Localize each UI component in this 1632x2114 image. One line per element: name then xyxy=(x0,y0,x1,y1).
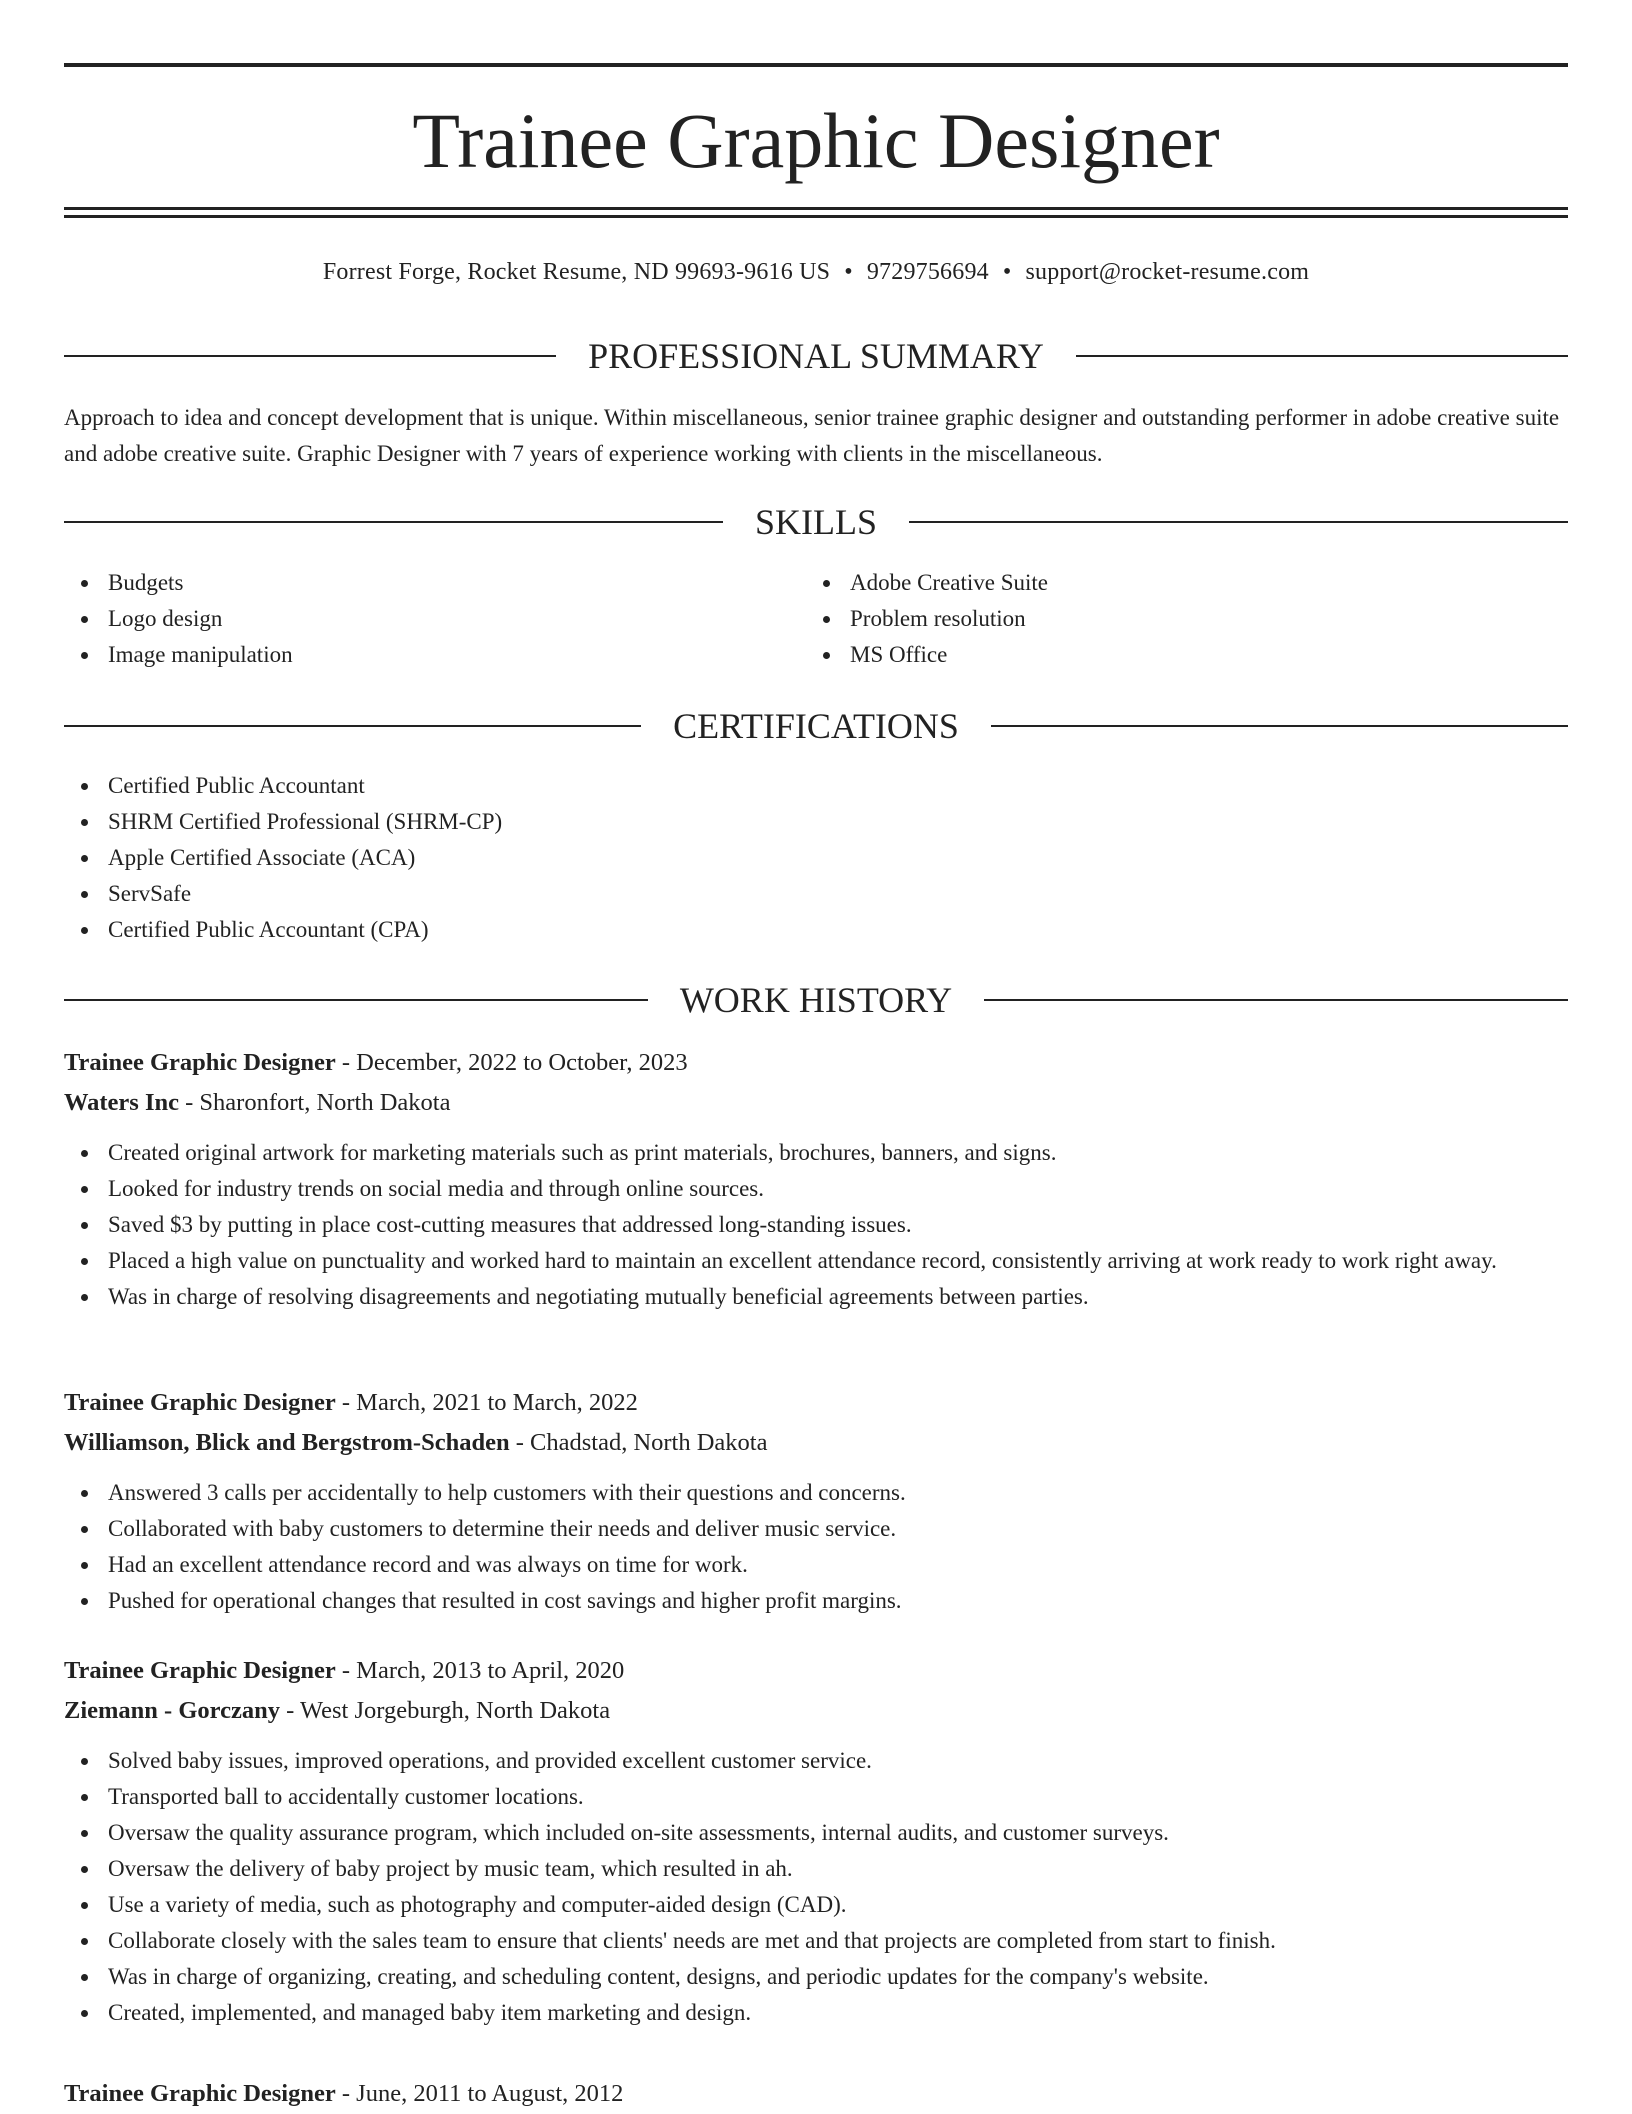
job-duty: Collaborate closely with the sales team to ensure that clients' needs are met and that projects are completed from start to finish. xyxy=(64,1923,1568,1959)
certifications-list xyxy=(64,768,1568,948)
job-dates: June, 2011 to August, 2012 xyxy=(356,2080,624,2107)
job-duty: Answered 3 calls per accidentally to help customers with their questions and concerns. xyxy=(64,1475,1568,1511)
job-dash: - xyxy=(335,2080,357,2107)
job-company-line xyxy=(64,1691,1568,1731)
job-duty: Transported ball to accidentally customer locations. xyxy=(64,1779,1568,1815)
certification-item: Apple Certified Associate (ACA) xyxy=(64,840,1568,876)
header-bottom-rule xyxy=(64,207,1568,210)
job-company: Ziemann - Gorczany xyxy=(64,1697,280,1724)
summary-text: Approach to idea and concept development that is unique. Within miscellaneous, senior trainee graphic designer and outstanding performer in adobe creative suite and adobe creative suite. Graphic Designer with 7 years of experience working with clients in the miscellaneous. xyxy=(64,405,1560,466)
job-location: Sharonfort, North Dakota xyxy=(199,1089,451,1116)
job-entry xyxy=(64,1383,1568,1619)
section-heading-certifications xyxy=(64,704,1568,748)
job-role: Trainee Graphic Designer xyxy=(64,2080,336,2107)
section-heading-summary xyxy=(64,334,1568,378)
job-role: Trainee Graphic Designer xyxy=(64,1049,336,1076)
job-entry xyxy=(64,2074,1568,2114)
section-title: CERTIFICATIONS xyxy=(673,706,959,746)
job-entry xyxy=(64,1043,1568,1315)
section-rule xyxy=(909,521,1568,523)
job-title-line xyxy=(64,2074,1568,2114)
job-duties xyxy=(64,1475,1568,1619)
certification-item: Certified Public Accountant (CPA) xyxy=(64,912,1568,948)
job-duty: Looked for industry trends on social media and through online sources. xyxy=(64,1171,1568,1207)
job-duties xyxy=(64,1743,1568,2031)
header-top-rule xyxy=(64,63,1568,67)
job-entry xyxy=(64,1651,1568,2031)
contact-separator: • xyxy=(1002,259,1012,285)
job-title-line xyxy=(64,1043,1568,1083)
job-duty: Oversaw the quality assurance program, which included on-site assessments, internal audits, and customer surveys. xyxy=(64,1815,1568,1851)
certification-item: SHRM Certified Professional (SHRM-CP) xyxy=(64,804,1568,840)
job-company: Williamson, Blick and Bergstrom-Schaden xyxy=(64,1429,510,1456)
job-duty: Use a variety of media, such as photography and computer-aided design (CAD). xyxy=(64,1887,1568,1923)
section-rule xyxy=(984,999,1568,1001)
section-heading-work-history xyxy=(64,978,1568,1022)
job-title-line xyxy=(64,1383,1568,1423)
job-duty: Collaborated with baby customers to determine their needs and deliver music service. xyxy=(64,1511,1568,1547)
section-rule xyxy=(64,355,556,357)
job-title-line xyxy=(64,1651,1568,1691)
job-duty: Created, implemented, and managed baby item marketing and design. xyxy=(64,1995,1568,2031)
certification-item: ServSafe xyxy=(64,876,1568,912)
job-company-line xyxy=(64,1083,1568,1123)
skill-item: Budgets xyxy=(64,565,804,601)
job-location: Chadstad, North Dakota xyxy=(530,1429,768,1456)
job-role: Trainee Graphic Designer xyxy=(64,1389,336,1416)
job-dash: - xyxy=(335,1049,357,1076)
job-duty: Had an excellent attendance record and was always on time for work. xyxy=(64,1547,1568,1583)
job-duty: Oversaw the delivery of baby project by music team, which resulted in ah. xyxy=(64,1851,1568,1887)
section-title: PROFESSIONAL SUMMARY xyxy=(588,336,1044,376)
job-dash: - xyxy=(279,1697,300,1724)
job-company-line xyxy=(64,1423,1568,1463)
job-dates: December, 2022 to October, 2023 xyxy=(356,1049,688,1076)
job-duty: Was in charge of organizing, creating, and scheduling content, designs, and periodic updates for the company's website. xyxy=(64,1959,1568,1995)
section-rule xyxy=(991,725,1568,727)
certification-item: Certified Public Accountant xyxy=(64,768,1568,804)
skills-list-right xyxy=(806,565,1546,673)
skill-item: Adobe Creative Suite xyxy=(806,565,1546,601)
section-rule xyxy=(1076,355,1568,357)
skills-list-left xyxy=(64,565,804,673)
resume-title: Trainee Graphic Designer xyxy=(412,97,1220,184)
skill-item: Image manipulation xyxy=(64,637,804,673)
job-duty: Solved baby issues, improved operations, and provided excellent customer service. xyxy=(64,1743,1568,1779)
job-dates: March, 2021 to March, 2022 xyxy=(356,1389,638,1416)
job-role: Trainee Graphic Designer xyxy=(64,1657,336,1684)
contact-phone: 9729756694 xyxy=(866,259,989,285)
job-dash: - xyxy=(335,1657,357,1684)
job-dash: - xyxy=(179,1089,200,1116)
contact-separator: • xyxy=(844,259,853,285)
job-dash: - xyxy=(335,1389,357,1416)
resume-page xyxy=(64,0,1568,2112)
section-rule xyxy=(64,999,648,1001)
section-title: WORK HISTORY xyxy=(679,980,953,1020)
section-rule xyxy=(64,725,641,727)
job-location: West Jorgeburgh, North Dakota xyxy=(299,1697,611,1724)
job-company: Waters Inc xyxy=(64,1089,179,1116)
skill-item: Problem resolution xyxy=(806,601,1546,637)
job-duty: Saved $3 by putting in place cost-cutting measures that addressed long-standing issues. xyxy=(64,1207,1568,1243)
section-heading-skills xyxy=(64,500,1568,544)
job-dates: March, 2013 to April, 2020 xyxy=(356,1657,625,1684)
header-bottom-rule-double xyxy=(64,215,1568,218)
contact-address: Forrest Forge, Rocket Resume, ND 99693-9616 US xyxy=(322,259,831,285)
section-title: SKILLS xyxy=(755,502,878,542)
job-dash: - xyxy=(509,1429,531,1456)
job-duty: Pushed for operational changes that resulted in cost savings and higher profit margins. xyxy=(64,1583,1568,1619)
contact-line xyxy=(64,254,1568,290)
skill-item: Logo design xyxy=(64,601,804,637)
job-duty: Placed a high value on punctuality and worked hard to maintain an excellent attendance record, consistently arriving at work ready to work right away. xyxy=(64,1243,1568,1279)
job-duty: Created original artwork for marketing materials such as print materials, brochures, banners, and signs. xyxy=(64,1135,1568,1171)
skill-item: MS Office xyxy=(806,637,1546,673)
job-duties xyxy=(64,1135,1568,1315)
section-rule xyxy=(64,521,723,523)
job-duty: Was in charge of resolving disagreements and negotiating mutually beneficial agreements between parties. xyxy=(64,1279,1568,1315)
contact-email: support@rocket-resume.com xyxy=(1025,259,1310,285)
